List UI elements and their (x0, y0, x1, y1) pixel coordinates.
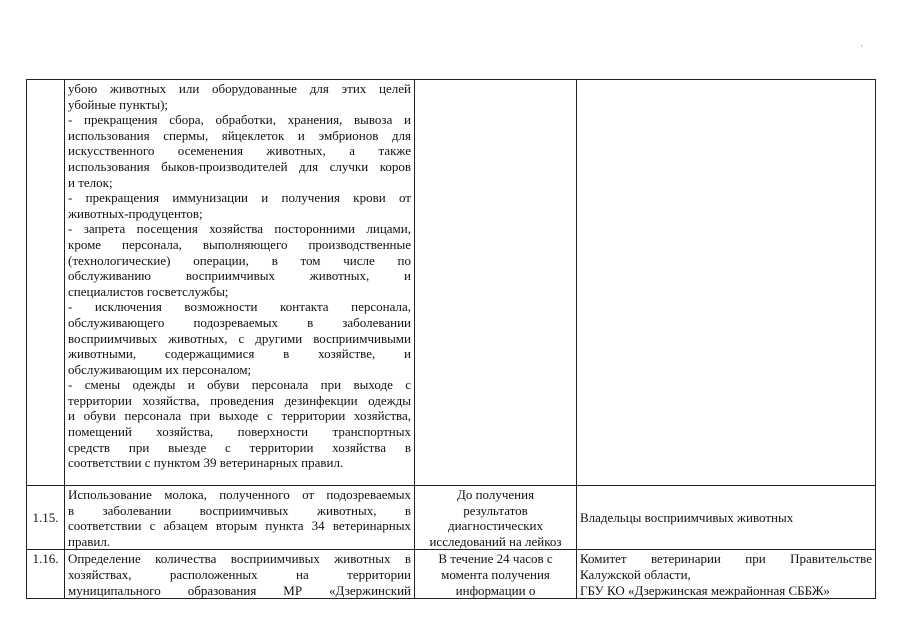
term-text-line: результатов (463, 502, 528, 518)
measure-text-line: муниципального образования МР «Дзержинский (68, 582, 411, 598)
table-row (27, 80, 876, 486)
measure-text-line: восприимчивых животных, с другими восприимчивыми (68, 330, 411, 346)
measure-text-line: животными, содержащимися в хозяйстве, и (68, 346, 411, 362)
page-cutoff (0, 600, 906, 640)
measure-text-line: соответствии с пунктом 39 ветеринарных правил. (68, 455, 344, 471)
measure-text-line: убою животных или оборудованные для этих целей (68, 81, 411, 96)
measure-text-line: средств при выезде с территории хозяйства в (68, 439, 411, 455)
responsible-cell (577, 80, 876, 486)
responsible-text-line: Калужской области, (580, 566, 691, 582)
term-cell (415, 80, 577, 486)
measure-text-line: кроме персонала, выполняющего производственные (68, 236, 411, 252)
row-number-cell: 1.16. (27, 550, 65, 599)
responsible-text-line: Комитет ветеринарии при Правительстве (580, 551, 872, 567)
measure-text-line: специалистов госветслужбы; (68, 283, 229, 299)
row-number-cell: 1.15. (27, 486, 65, 550)
term-text-line: момента получения (441, 566, 550, 582)
measure-text-line: в заболевании восприимчивых животных, в (68, 502, 411, 518)
measure-text-line: (технологические) операции, в том числе по (68, 252, 411, 268)
term-text-line: исследований на лейкоз (429, 533, 562, 549)
measure-text-line: - прекращения сбора, обработки, хранения, вывоза и (68, 112, 411, 128)
term-text-line: В течение 24 часов с (438, 551, 553, 567)
measure-text-line: соответствии с абзацем вторым пункта 34 ветеринарных (68, 518, 411, 534)
measure-text-line: - смены одежды и обуви персонала при выходе с (68, 377, 411, 393)
measure-text-line: обслуживанию восприимчивых животных, и (68, 268, 411, 284)
measure-text-line: использования быков-производителей для случки коров (68, 158, 411, 174)
measure-text-line: хозяйствах, расположенных на территории (68, 566, 411, 582)
measure-text-line: территории хозяйства, проведения дезинфекции одежды (68, 392, 411, 408)
measure-text-line: - запрета посещения хозяйства посторонними лицами, (68, 221, 411, 237)
measure-text-line: Определение количества восприимчивых животных в (68, 551, 411, 567)
measure-cell (65, 550, 415, 599)
measure-text-line: обслуживающего подозреваемых в заболевании (68, 314, 411, 330)
scan-artifact-mark: ` (860, 44, 863, 54)
measure-text-line: искусственного осеменения животных, а также (68, 143, 411, 159)
responsible-cell (577, 550, 876, 599)
term-cell (415, 550, 577, 599)
measure-cell (65, 486, 415, 550)
table-row (27, 550, 876, 599)
responsible-text-line: Владельцы восприимчивых животных (580, 510, 794, 526)
responsible-text-line: ГБУ КО «Дзержинская межрайонная СББЖ» (580, 582, 830, 598)
measure-text-line: - прекращения иммунизации и получения крови от (68, 190, 411, 206)
term-cell (415, 486, 577, 550)
measure-text-line: Использование молока, полученного от подозреваемых (68, 487, 411, 502)
measure-text-line: и телок; (68, 174, 113, 190)
measure-text-line: - исключения возможности контакта персонала, (68, 299, 411, 315)
measure-text-line: помещений хозяйства, поверхности транспортных (68, 424, 411, 440)
responsible-cell (577, 486, 876, 550)
measure-text-line: использования спермы, яйцеклеток и эмбрионов для (68, 127, 411, 143)
measure-cell (65, 80, 415, 486)
row-number-cell (27, 80, 65, 486)
measure-text-line: убойные пункты); (68, 96, 169, 112)
measure-text-line: животных-продуцентов; (68, 205, 203, 221)
measures-table (26, 79, 876, 599)
term-text-line: диагностических (447, 518, 544, 534)
measure-text-line: обслуживающим их персоналом; (68, 361, 252, 377)
table-row (27, 486, 876, 550)
term-text-line: информации о (455, 582, 536, 598)
term-text-line: До получения (456, 487, 535, 502)
measure-text-line: и обуви персонала при выходе с территории хозяйства, (68, 408, 411, 424)
measure-text-line: правил. (68, 533, 111, 549)
